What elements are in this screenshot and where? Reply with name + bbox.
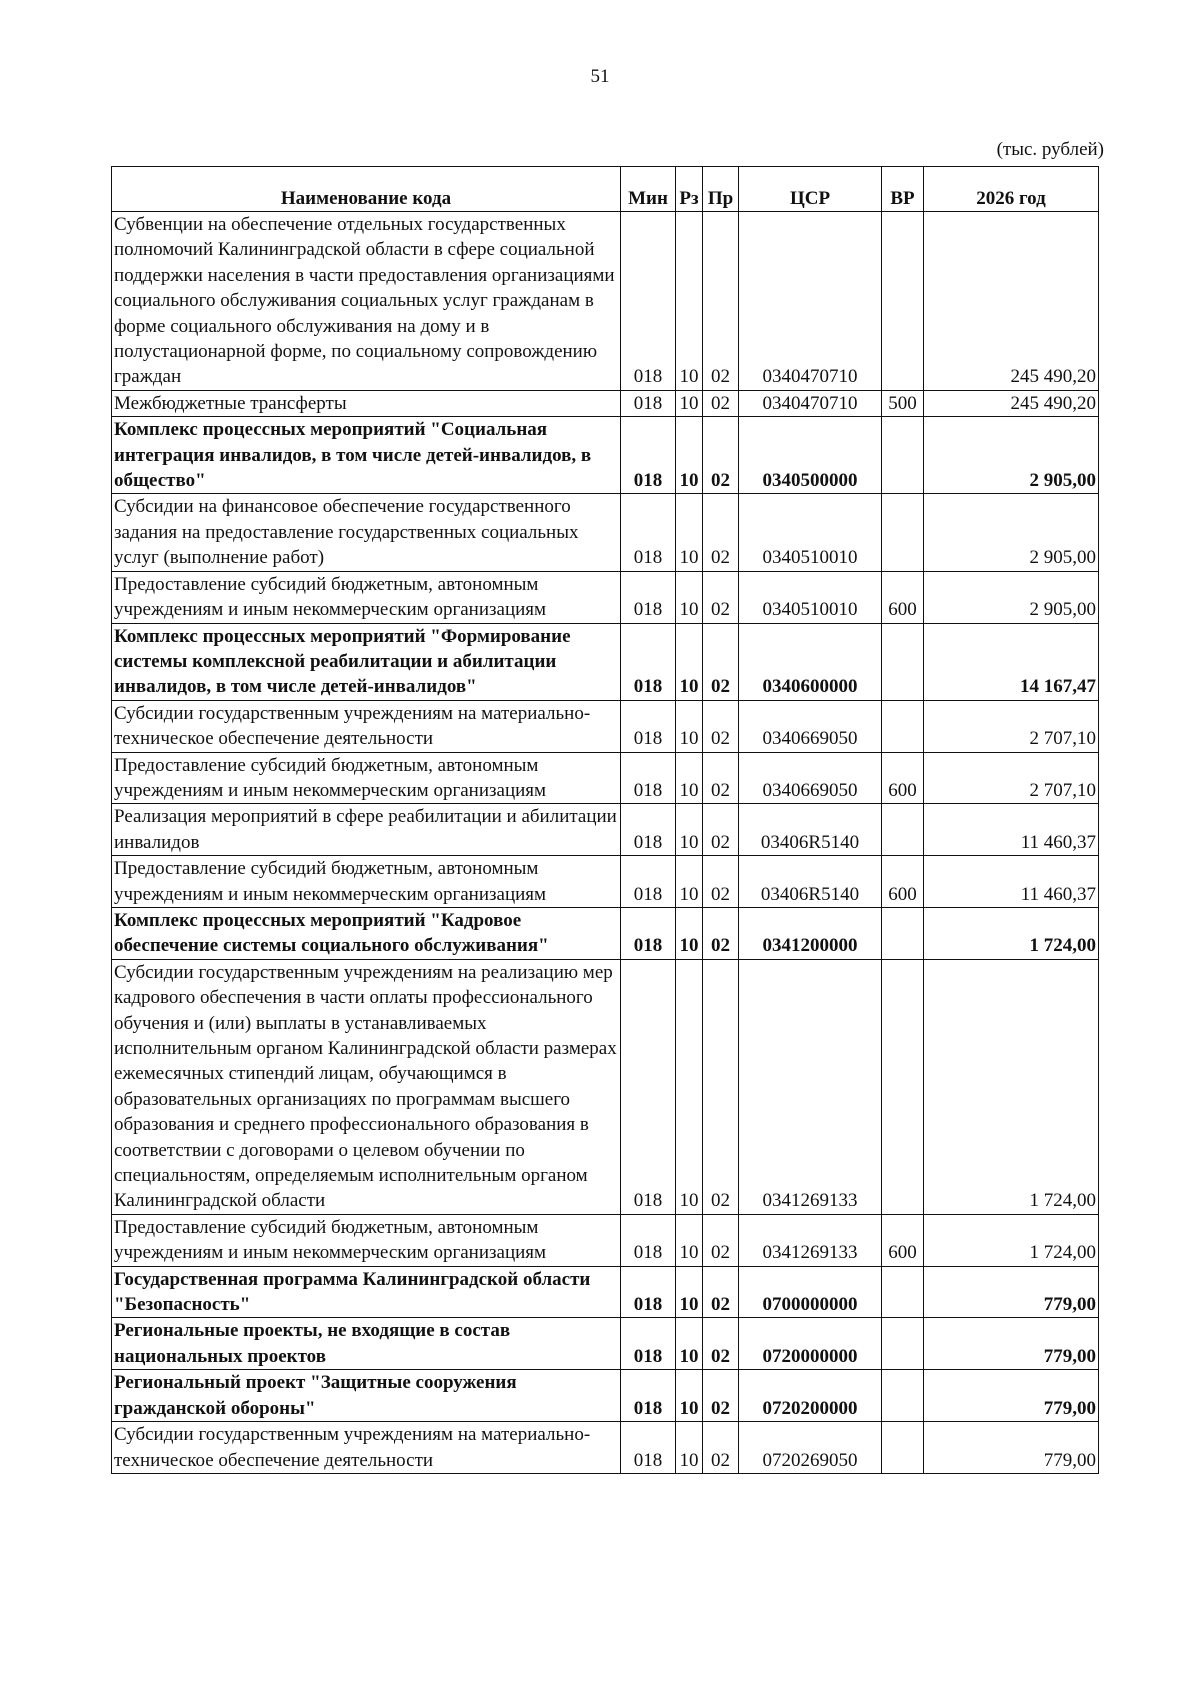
cell-name: Предоставление субсидий бюджетным, автономным учреждениям и иным некоммерческим организациям bbox=[112, 752, 621, 804]
cell-amount: 2 905,00 bbox=[924, 417, 1099, 494]
table-row bbox=[112, 1422, 1099, 1474]
cell-vr bbox=[882, 1318, 924, 1370]
cell-rz: 10 bbox=[676, 700, 703, 752]
cell-min: 018 bbox=[621, 1266, 676, 1318]
cell-min: 018 bbox=[621, 1214, 676, 1266]
cell-vr: 600 bbox=[882, 752, 924, 804]
table-row bbox=[112, 390, 1099, 416]
cell-pr: 02 bbox=[703, 494, 739, 571]
cell-rz: 10 bbox=[676, 1266, 703, 1318]
cell-min: 018 bbox=[621, 212, 676, 391]
cell-name: Предоставление субсидий бюджетным, автономным учреждениям и иным некоммерческим организациям bbox=[112, 856, 621, 908]
cell-name: Региональные проекты, не входящие в состав национальных проектов bbox=[112, 1318, 621, 1370]
cell-rz: 10 bbox=[676, 623, 703, 700]
cell-rz: 10 bbox=[676, 1214, 703, 1266]
cell-vr bbox=[882, 1266, 924, 1318]
cell-name: Субсидии государственным учреждениям на материально-техническое обеспечение деятельности bbox=[112, 1422, 621, 1474]
cell-pr: 02 bbox=[703, 1266, 739, 1318]
cell-min: 018 bbox=[621, 1370, 676, 1422]
cell-name: Реализация мероприятий в сфере реабилитации и абилитации инвалидов bbox=[112, 804, 621, 856]
cell-csr: 0720000000 bbox=[739, 1318, 882, 1370]
cell-name: Субсидии государственным учреждениям на материально-техническое обеспечение деятельности bbox=[112, 700, 621, 752]
header-min: Мин bbox=[621, 167, 676, 212]
cell-min: 018 bbox=[621, 417, 676, 494]
cell-pr: 02 bbox=[703, 212, 739, 391]
header-vr: ВР bbox=[882, 167, 924, 212]
cell-pr: 02 bbox=[703, 417, 739, 494]
cell-min: 018 bbox=[621, 752, 676, 804]
cell-csr: 0341269133 bbox=[739, 959, 882, 1214]
table-row bbox=[112, 571, 1099, 623]
table-row bbox=[112, 856, 1099, 908]
cell-pr: 02 bbox=[703, 804, 739, 856]
cell-csr: 03406R5140 bbox=[739, 856, 882, 908]
cell-name: Предоставление субсидий бюджетным, автономным учреждениям и иным некоммерческим организациям bbox=[112, 1214, 621, 1266]
cell-pr: 02 bbox=[703, 907, 739, 959]
table-header-row bbox=[112, 167, 1099, 212]
cell-vr: 500 bbox=[882, 390, 924, 416]
cell-min: 018 bbox=[621, 959, 676, 1214]
cell-name: Комплекс процессных мероприятий "Социальная интеграция инвалидов, в том числе детей-инвалидов, в общество" bbox=[112, 417, 621, 494]
cell-vr: 600 bbox=[882, 571, 924, 623]
cell-csr: 0720200000 bbox=[739, 1370, 882, 1422]
table-row bbox=[112, 959, 1099, 1214]
cell-csr: 0340600000 bbox=[739, 623, 882, 700]
cell-csr: 0341200000 bbox=[739, 907, 882, 959]
cell-rz: 10 bbox=[676, 752, 703, 804]
table-row bbox=[112, 623, 1099, 700]
cell-vr bbox=[882, 1370, 924, 1422]
cell-name: Государственная программа Калининградской области "Безопасность" bbox=[112, 1266, 621, 1318]
table-row bbox=[112, 804, 1099, 856]
cell-amount: 11 460,37 bbox=[924, 856, 1099, 908]
table-row bbox=[112, 417, 1099, 494]
cell-amount: 1 724,00 bbox=[924, 1214, 1099, 1266]
cell-name: Комплекс процессных мероприятий "Кадровое обеспечение системы социального обслуживания" bbox=[112, 907, 621, 959]
cell-vr bbox=[882, 623, 924, 700]
cell-csr: 0700000000 bbox=[739, 1266, 882, 1318]
table-row bbox=[112, 752, 1099, 804]
cell-amount: 779,00 bbox=[924, 1318, 1099, 1370]
cell-pr: 02 bbox=[703, 752, 739, 804]
header-name: Наименование кода bbox=[112, 167, 621, 212]
cell-csr: 0341269133 bbox=[739, 1214, 882, 1266]
cell-pr: 02 bbox=[703, 700, 739, 752]
cell-amount: 2 905,00 bbox=[924, 494, 1099, 571]
table-body bbox=[112, 212, 1099, 1474]
cell-name: Комплекс процессных мероприятий "Формирование системы комплексной реабилитации и абилитации инвалидов, в том числе детей-инвалидов" bbox=[112, 623, 621, 700]
cell-amount: 779,00 bbox=[924, 1266, 1099, 1318]
cell-rz: 10 bbox=[676, 1318, 703, 1370]
header-pr: Пр bbox=[703, 167, 739, 212]
cell-rz: 10 bbox=[676, 390, 703, 416]
cell-vr bbox=[882, 959, 924, 1214]
cell-name: Субсидии государственным учреждениям на реализацию мер кадрового обеспечения в части оплаты профессионального обучения и (или) выплаты в устанавливаемых исполнительным органом Калининградской области размерах ежемесячных стипендий лицам, обучающимся в образовательных организациях по программам высшего образования и среднего профессионального образования в соответствии с договорами о целевом обучении по специальностям, определяемым исполнительным органом Калининградской области bbox=[112, 959, 621, 1214]
cell-name: Предоставление субсидий бюджетным, автономным учреждениям и иным некоммерческим организациям bbox=[112, 571, 621, 623]
cell-min: 018 bbox=[621, 907, 676, 959]
cell-min: 018 bbox=[621, 700, 676, 752]
cell-rz: 10 bbox=[676, 907, 703, 959]
cell-amount: 1 724,00 bbox=[924, 959, 1099, 1214]
table-row bbox=[112, 494, 1099, 571]
cell-min: 018 bbox=[621, 390, 676, 416]
table-row bbox=[112, 1214, 1099, 1266]
cell-csr: 0340669050 bbox=[739, 700, 882, 752]
table-row bbox=[112, 1370, 1099, 1422]
cell-csr: 03406R5140 bbox=[739, 804, 882, 856]
cell-csr: 0720269050 bbox=[739, 1422, 882, 1474]
cell-amount: 245 490,20 bbox=[924, 212, 1099, 391]
cell-min: 018 bbox=[621, 494, 676, 571]
table-row bbox=[112, 700, 1099, 752]
cell-pr: 02 bbox=[703, 1370, 739, 1422]
cell-csr: 0340500000 bbox=[739, 417, 882, 494]
cell-pr: 02 bbox=[703, 959, 739, 1214]
cell-amount: 245 490,20 bbox=[924, 390, 1099, 416]
cell-pr: 02 bbox=[703, 571, 739, 623]
cell-rz: 10 bbox=[676, 959, 703, 1214]
header-year: 2026 год bbox=[924, 167, 1099, 212]
cell-pr: 02 bbox=[703, 1214, 739, 1266]
table-row bbox=[112, 1266, 1099, 1318]
cell-name: Субсидии на финансовое обеспечение государственного задания на предоставление государственных социальных услуг (выполнение работ) bbox=[112, 494, 621, 571]
cell-rz: 10 bbox=[676, 571, 703, 623]
cell-min: 018 bbox=[621, 1422, 676, 1474]
cell-amount: 14 167,47 bbox=[924, 623, 1099, 700]
cell-vr bbox=[882, 212, 924, 391]
page-number: 51 bbox=[590, 66, 610, 87]
cell-csr: 0340510010 bbox=[739, 571, 882, 623]
cell-amount: 11 460,37 bbox=[924, 804, 1099, 856]
table-row bbox=[112, 907, 1099, 959]
cell-min: 018 bbox=[621, 1318, 676, 1370]
table-row bbox=[112, 212, 1099, 391]
cell-name: Межбюджетные трансферты bbox=[112, 390, 621, 416]
cell-csr: 0340510010 bbox=[739, 494, 882, 571]
cell-vr bbox=[882, 907, 924, 959]
cell-rz: 10 bbox=[676, 1370, 703, 1422]
cell-min: 018 bbox=[621, 571, 676, 623]
cell-amount: 2 707,10 bbox=[924, 700, 1099, 752]
cell-pr: 02 bbox=[703, 1318, 739, 1370]
cell-rz: 10 bbox=[676, 856, 703, 908]
cell-amount: 2 905,00 bbox=[924, 571, 1099, 623]
cell-rz: 10 bbox=[676, 212, 703, 391]
table-row bbox=[112, 1318, 1099, 1370]
cell-vr: 600 bbox=[882, 1214, 924, 1266]
cell-amount: 1 724,00 bbox=[924, 907, 1099, 959]
cell-pr: 02 bbox=[703, 623, 739, 700]
cell-name: Региональный проект "Защитные сооружения гражданской обороны" bbox=[112, 1370, 621, 1422]
cell-csr: 0340470710 bbox=[739, 212, 882, 391]
cell-min: 018 bbox=[621, 623, 676, 700]
cell-vr bbox=[882, 804, 924, 856]
cell-vr bbox=[882, 417, 924, 494]
cell-pr: 02 bbox=[703, 856, 739, 908]
header-rz: Рз bbox=[676, 167, 703, 212]
cell-rz: 10 bbox=[676, 417, 703, 494]
cell-vr bbox=[882, 700, 924, 752]
cell-name: Субвенции на обеспечение отдельных государственных полномочий Калининградской области в сфере социальной поддержки населения в части предоставления организациями социального обслуживания социальных услуг гражданам в форме социального обслуживания на дому и в полустационарной форме, по социальному сопровождению граждан bbox=[112, 212, 621, 391]
cell-amount: 779,00 bbox=[924, 1422, 1099, 1474]
cell-rz: 10 bbox=[676, 494, 703, 571]
cell-min: 018 bbox=[621, 856, 676, 908]
header-csr: ЦСР bbox=[739, 167, 882, 212]
cell-csr: 0340470710 bbox=[739, 390, 882, 416]
cell-vr: 600 bbox=[882, 856, 924, 908]
cell-pr: 02 bbox=[703, 1422, 739, 1474]
budget-table bbox=[111, 166, 1099, 1474]
cell-min: 018 bbox=[621, 804, 676, 856]
cell-vr bbox=[882, 1422, 924, 1474]
cell-pr: 02 bbox=[703, 390, 739, 416]
cell-amount: 779,00 bbox=[924, 1370, 1099, 1422]
cell-amount: 2 707,10 bbox=[924, 752, 1099, 804]
cell-rz: 10 bbox=[676, 1422, 703, 1474]
cell-vr bbox=[882, 494, 924, 571]
cell-rz: 10 bbox=[676, 804, 703, 856]
units-label: (тыс. рублей) bbox=[996, 139, 1104, 160]
cell-csr: 0340669050 bbox=[739, 752, 882, 804]
